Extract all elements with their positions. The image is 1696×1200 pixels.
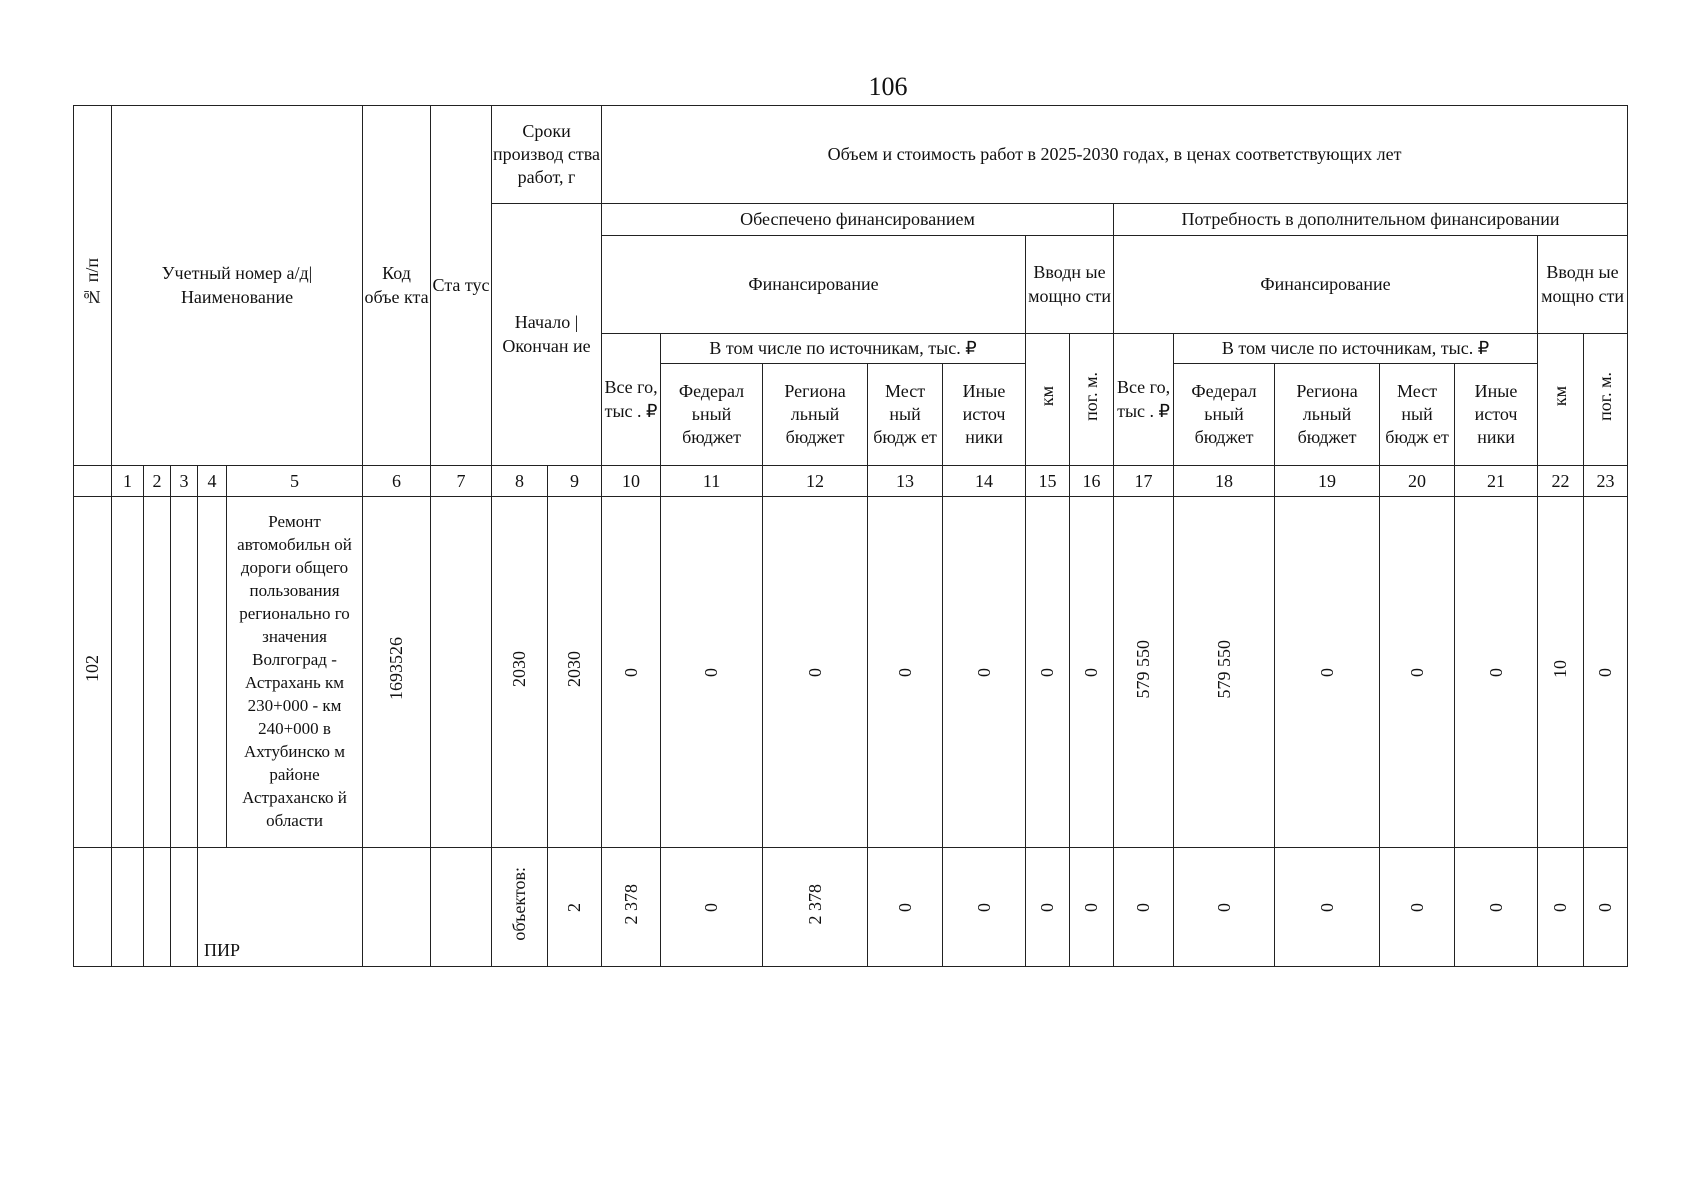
empty-cell xyxy=(363,848,431,967)
column-number: 23 xyxy=(1584,466,1628,497)
header-terms: Сроки производ ства работ, г xyxy=(492,106,602,204)
row-end: 2030 xyxy=(548,497,602,848)
row-value: 0 xyxy=(1455,497,1538,848)
column-number: 11 xyxy=(661,466,763,497)
empty-cell xyxy=(112,848,144,967)
empty-cell xyxy=(144,497,171,848)
summary-value: 0 xyxy=(1174,848,1275,967)
row-value: 0 xyxy=(602,497,661,848)
row-value: 0 xyxy=(1380,497,1455,848)
header-federal-secured: Федерал ьный бюджет xyxy=(661,364,763,466)
header-volume-cost: Объем и стоимость работ в 2025-2030 годах, в ценах соответствующих лет xyxy=(602,106,1628,204)
summary-value: 0 xyxy=(1538,848,1584,967)
summary-value: 2 378 xyxy=(602,848,661,967)
header-km-need: км xyxy=(1538,334,1584,466)
row-value: 0 xyxy=(943,497,1026,848)
summary-value: 0 xyxy=(943,848,1026,967)
row-num: 102 xyxy=(74,497,112,848)
row-value: 10 xyxy=(1538,497,1584,848)
summary-value: 0 xyxy=(868,848,943,967)
header-capacity-secured: Вводн ые мощно сти xyxy=(1026,236,1114,334)
empty-cell xyxy=(198,497,227,848)
column-number: 21 xyxy=(1455,466,1538,497)
header-total-secured: Все го, тыс . ₽ xyxy=(602,334,661,466)
summary-value: 0 xyxy=(1114,848,1174,967)
row-value: 0 xyxy=(1026,497,1070,848)
column-number: 16 xyxy=(1070,466,1114,497)
row-value: 0 xyxy=(1275,497,1380,848)
header-financing-need: Финансирование xyxy=(1114,236,1538,334)
summary-value: 0 xyxy=(1026,848,1070,967)
header-object-code: Код объе кта xyxy=(363,106,431,466)
empty-cell xyxy=(74,848,112,967)
column-number: 6 xyxy=(363,466,431,497)
column-number: 4 xyxy=(198,466,227,497)
header-other-need: Иные источ ники xyxy=(1455,364,1538,466)
column-number: 10 xyxy=(602,466,661,497)
summary-value: 0 xyxy=(1070,848,1114,967)
table-row xyxy=(74,497,1628,848)
header-total-need: Все го, тыс . ₽ xyxy=(1114,334,1174,466)
column-number: 9 xyxy=(548,466,602,497)
column-number: 1 xyxy=(112,466,144,497)
empty-cell xyxy=(171,848,198,967)
column-number: 17 xyxy=(1114,466,1174,497)
header-need: Потребность в дополнительном финансировании xyxy=(1114,204,1628,236)
header-account-name: Учетный номер а/д| Наименование xyxy=(112,106,363,466)
header-secured: Обеспечено финансированием xyxy=(602,204,1114,236)
column-number: 2 xyxy=(144,466,171,497)
header-regional-need: Региона льный бюджет xyxy=(1275,364,1380,466)
row-status xyxy=(431,497,492,848)
page-number: 106 xyxy=(868,72,908,101)
column-number: 5 xyxy=(227,466,363,497)
summary-value: 2 378 xyxy=(763,848,868,967)
header-incl-secured: В том числе по источникам, тыс. ₽ xyxy=(661,334,1026,364)
empty-cell xyxy=(112,497,144,848)
row-name: Ремонт автомобильн ой дороги общего пользования регионально го значения Волгоград - Астрахань км 230+000 - км 240+000 в Ахтубинско м районе Астраханско й области xyxy=(227,497,363,848)
empty-cell xyxy=(171,497,198,848)
header-financing-secured: Финансирование xyxy=(602,236,1026,334)
header-start-end: Начало | Окончан ие xyxy=(492,204,602,466)
summary-value: 0 xyxy=(1380,848,1455,967)
column-number: 8 xyxy=(492,466,548,497)
header-num: № п/п xyxy=(74,106,112,466)
row-value: 0 xyxy=(1070,497,1114,848)
column-number: 7 xyxy=(431,466,492,497)
header-other-secured: Иные источ ники xyxy=(943,364,1026,466)
column-numbers-row xyxy=(74,466,1628,497)
row-value: 0 xyxy=(868,497,943,848)
empty-cell xyxy=(431,848,492,967)
column-number: 14 xyxy=(943,466,1026,497)
summary-value: 0 xyxy=(1275,848,1380,967)
header-local-need: Мест ный бюдж ет xyxy=(1380,364,1455,466)
header-pog-secured: пог. м. xyxy=(1070,334,1114,466)
row-start: 2030 xyxy=(492,497,548,848)
column-number-blank xyxy=(74,466,112,497)
header-status: Ста тус xyxy=(431,106,492,466)
column-number: 19 xyxy=(1275,466,1380,497)
column-number: 12 xyxy=(763,466,868,497)
row-value: 0 xyxy=(661,497,763,848)
header-incl-need: В том числе по источникам, тыс. ₽ xyxy=(1174,334,1538,364)
column-number: 15 xyxy=(1026,466,1070,497)
summary-label: ПИР xyxy=(198,848,363,967)
column-number: 13 xyxy=(868,466,943,497)
row-value: 0 xyxy=(1584,497,1628,848)
works-table xyxy=(73,105,1628,967)
row-value: 579 550 xyxy=(1114,497,1174,848)
column-number: 18 xyxy=(1174,466,1275,497)
summary-objects-count: 2 xyxy=(548,848,602,967)
column-number: 20 xyxy=(1380,466,1455,497)
row-value: 0 xyxy=(763,497,868,848)
header-pog-need: пог. м. xyxy=(1584,334,1628,466)
column-number: 22 xyxy=(1538,466,1584,497)
row-code: 1693526 xyxy=(363,497,431,848)
header-local-secured: Мест ный бюдж ет xyxy=(868,364,943,466)
summary-objects-label: объектов: xyxy=(492,848,548,967)
row-value: 579 550 xyxy=(1174,497,1275,848)
column-number: 3 xyxy=(171,466,198,497)
header-capacity-need: Вводн ые мощно сти xyxy=(1538,236,1628,334)
header-regional-secured: Региона льный бюджет xyxy=(763,364,868,466)
empty-cell xyxy=(144,848,171,967)
header-federal-need: Федерал ьный бюджет xyxy=(1174,364,1275,466)
summary-value: 0 xyxy=(1584,848,1628,967)
summary-row xyxy=(74,848,1628,967)
summary-value: 0 xyxy=(661,848,763,967)
summary-value: 0 xyxy=(1455,848,1538,967)
header-km-secured: км xyxy=(1026,334,1070,466)
